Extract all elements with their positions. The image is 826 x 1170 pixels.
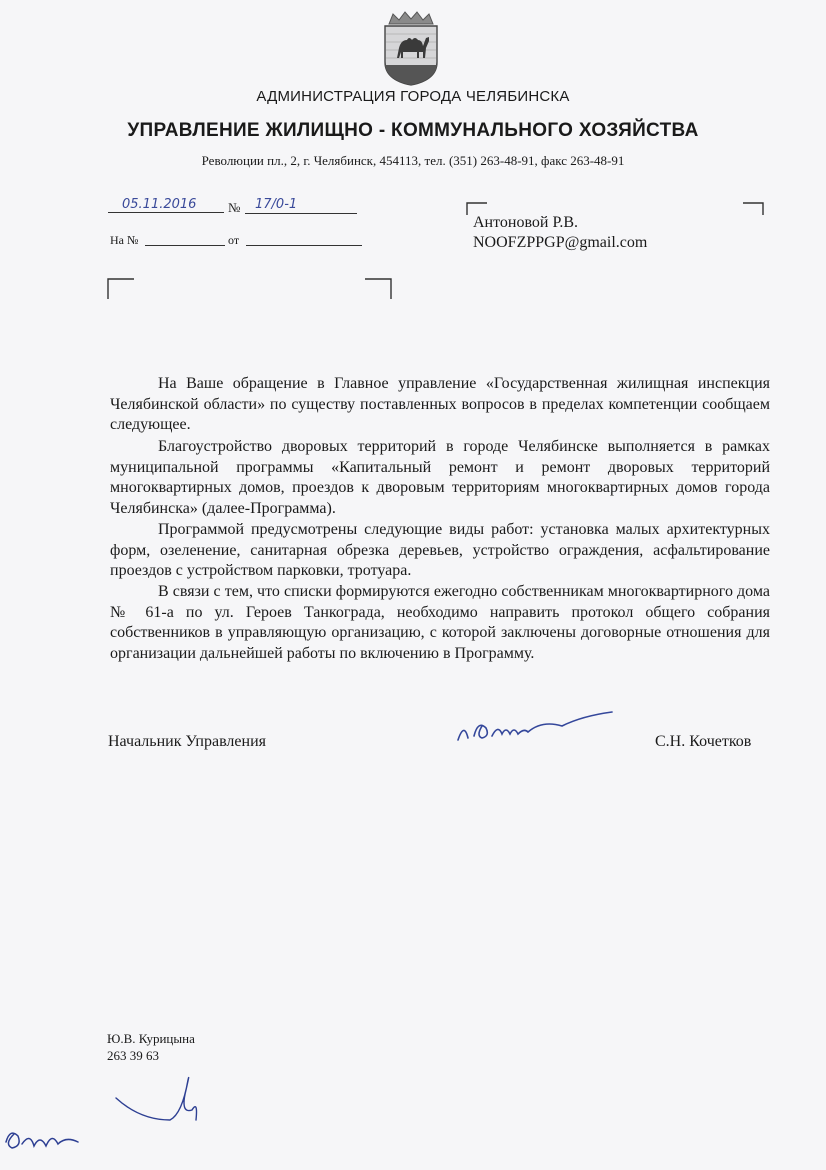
incoming-from-label: от — [228, 233, 240, 247]
body-paragraph: В связи с тем, что списки формируются ежегодно собственникам многоквартирного дома № 61-а по ул. Героев Танкограда, необходимо направить протокол общего собрания собственников в управляющую организацию, с которой заключены договорные отношения для организации дальнейшей работы по включению в Программу. — [110, 583, 770, 662]
number-label: № — [228, 200, 241, 215]
recipient-email: NOOFZPPGP@gmail.com — [473, 234, 648, 251]
administration-title: АДМИНИСТРАЦИЯ ГОРОДА ЧЕЛЯБИНСКА — [256, 88, 570, 105]
incoming-ref-label: На № — [110, 233, 139, 247]
signatory-name: С.Н. Кочетков — [655, 733, 752, 750]
body-paragraph: Благоустройство дворовых территорий в городе Челябинске выполняется в рамках муниципальной программы «Капитальный ремонт и ремонт дворовых территорий многоквартирных домов, проездов к дворовым территориям многоквартирных домов города Челябинска» (далее-Программа). — [110, 438, 770, 517]
coat-of-arms-icon — [379, 10, 443, 86]
body-paragraph: На Ваше обращение в Главное управление «Государственная жилищная инспекция Челябинской области» по существу поставленных вопросов в пределах компетенции сообщаем следующее. — [110, 375, 770, 433]
outgoing-date: 05.11.2016 — [122, 197, 197, 212]
executor-phone: 263 39 63 — [107, 1048, 159, 1063]
margin-signature — [0, 1118, 85, 1170]
corner-mark-icon — [742, 202, 764, 216]
outgoing-number: 17/0-1 — [255, 197, 298, 212]
handwritten-signature — [452, 700, 622, 750]
department-title: УПРАВЛЕНИЕ ЖИЛИЩНО - КОММУНАЛЬНОГО ХОЗЯЙСТВА — [127, 120, 699, 141]
executor-name: Ю.В. Курицына — [107, 1031, 195, 1046]
body-paragraph: Программой предусмотрены следующие виды работ: установка малых архитектурных форм, озеленение, санитарная обрезка деревьев, устройство ограждения, асфальтирование проездов с устройством парковки, тротуара. — [110, 521, 770, 579]
corner-mark-icon — [107, 278, 135, 300]
recipient-name: Антоновой Р.В. — [473, 214, 579, 231]
signatory-title: Начальник Управления — [108, 733, 266, 750]
department-address: Революции пл., 2, г. Челябинск, 454113, тел. (351) 263-48-91, факс 263-48-91 — [201, 153, 625, 168]
corner-mark-icon — [364, 278, 392, 300]
executor-signature — [110, 1070, 210, 1130]
